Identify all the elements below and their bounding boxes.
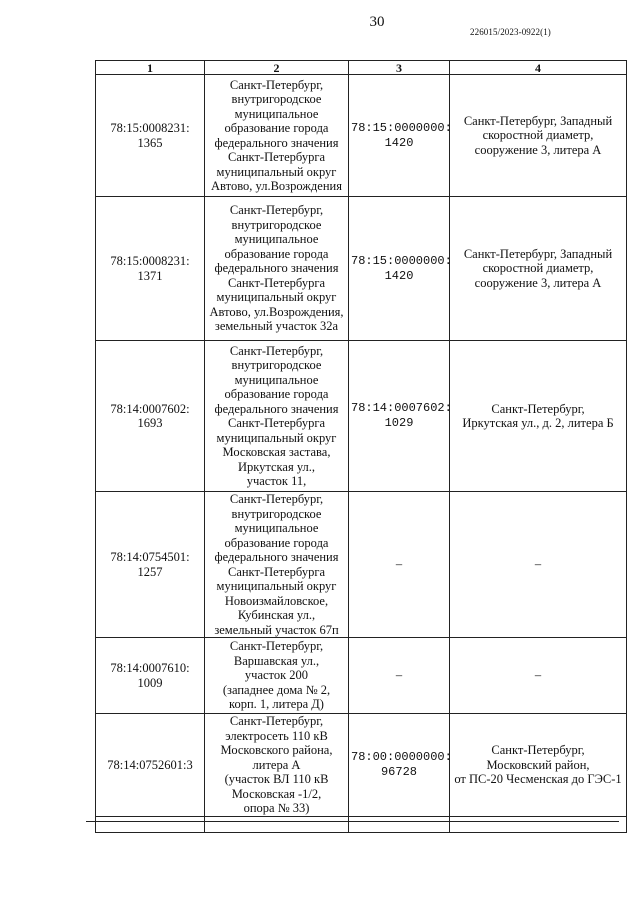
column-header: 3 xyxy=(349,61,450,75)
empty-cell xyxy=(96,816,205,832)
related-address-cell: Санкт-Петербург, Иркутская ул., д. 2, литера Б xyxy=(450,341,627,492)
address-cell: Санкт-Петербург, внутригородское муниципальное образование города федерального значения Санкт-Петербурга муниципальный округ Новоизмайловское, Кубинская ул., земельный участок 67п xyxy=(205,492,349,638)
cadastral-number-cell: 78:14:0754501: 1257 xyxy=(96,492,205,638)
table-row xyxy=(96,341,627,492)
table-row xyxy=(96,197,627,341)
cadastral-number-cell: 78:14:0752601:3 xyxy=(96,714,205,817)
empty-cell xyxy=(450,816,627,832)
table-row xyxy=(96,714,627,817)
address-cell: Санкт-Петербург, внутригородское муниципальное образование города федерального значения Санкт-Петербурга муниципальный округ Автово, ул.Возрождения, земельный участок 32а xyxy=(205,197,349,341)
table-row xyxy=(96,492,627,638)
address-cell: Санкт-Петербург, электросеть 110 кВ Московского района, литера А (участок ВЛ 110 кВ Московская -1/2, опора № 33) xyxy=(205,714,349,817)
related-address-cell: Санкт-Петербург, Западный скоростной диаметр, сооружение 3, литера А xyxy=(450,197,627,341)
table-row xyxy=(96,638,627,714)
related-address-cell: – xyxy=(450,638,627,714)
page-number: 30 xyxy=(369,14,385,30)
related-cadastral-number-cell: – xyxy=(349,492,450,638)
address-cell: Санкт-Петербург, внутригородское муниципальное образование города федерального значения Санкт-Петербурга муниципальный округ Автово, ул.Возрождения xyxy=(205,75,349,197)
column-header: 1 xyxy=(96,61,205,75)
table-header-row xyxy=(96,61,627,75)
empty-cell xyxy=(205,816,349,832)
cadastral-number-cell: 78:14:0007610: 1009 xyxy=(96,638,205,714)
related-cadastral-number-cell: 78:14:0007602: 1029 xyxy=(349,341,450,492)
table-row xyxy=(96,75,627,197)
register-table xyxy=(95,60,627,833)
cadastral-number-cell: 78:14:0007602: 1693 xyxy=(96,341,205,492)
related-address-cell: Санкт-Петербург, Западный скоростной диаметр, сооружение 3, литера А xyxy=(450,75,627,197)
related-cadastral-number-cell: – xyxy=(349,638,450,714)
related-address-cell: – xyxy=(450,492,627,638)
address-cell: Санкт-Петербург, Варшавская ул., участок 200 (западнее дома № 2, корп. 1, литера Д) xyxy=(205,638,349,714)
related-cadastral-number-cell: 78:15:0000000: 1420 xyxy=(349,75,450,197)
table-row-empty xyxy=(96,816,627,832)
table-bottom-rule xyxy=(86,821,619,822)
empty-cell xyxy=(349,816,450,832)
address-cell: Санкт-Петербург, внутригородское муниципальное образование города федерального значения Санкт-Петербурга муниципальный округ Московская застава, Иркутская ул., участок 11, xyxy=(205,341,349,492)
related-cadastral-number-cell: 78:15:0000000: 1420 xyxy=(349,197,450,341)
cadastral-number-cell: 78:15:0008231: 1365 xyxy=(96,75,205,197)
cadastral-number-cell: 78:15:0008231: 1371 xyxy=(96,197,205,341)
related-cadastral-number-cell: 78:00:0000000: 96728 xyxy=(349,714,450,817)
related-address-cell: Санкт-Петербург, Московский район, от ПС-20 Чесменская до ГЭС-1 xyxy=(450,714,627,817)
column-header: 4 xyxy=(450,61,627,75)
column-header: 2 xyxy=(205,61,349,75)
document-id: 226015/2023-0922(1) xyxy=(470,27,551,37)
